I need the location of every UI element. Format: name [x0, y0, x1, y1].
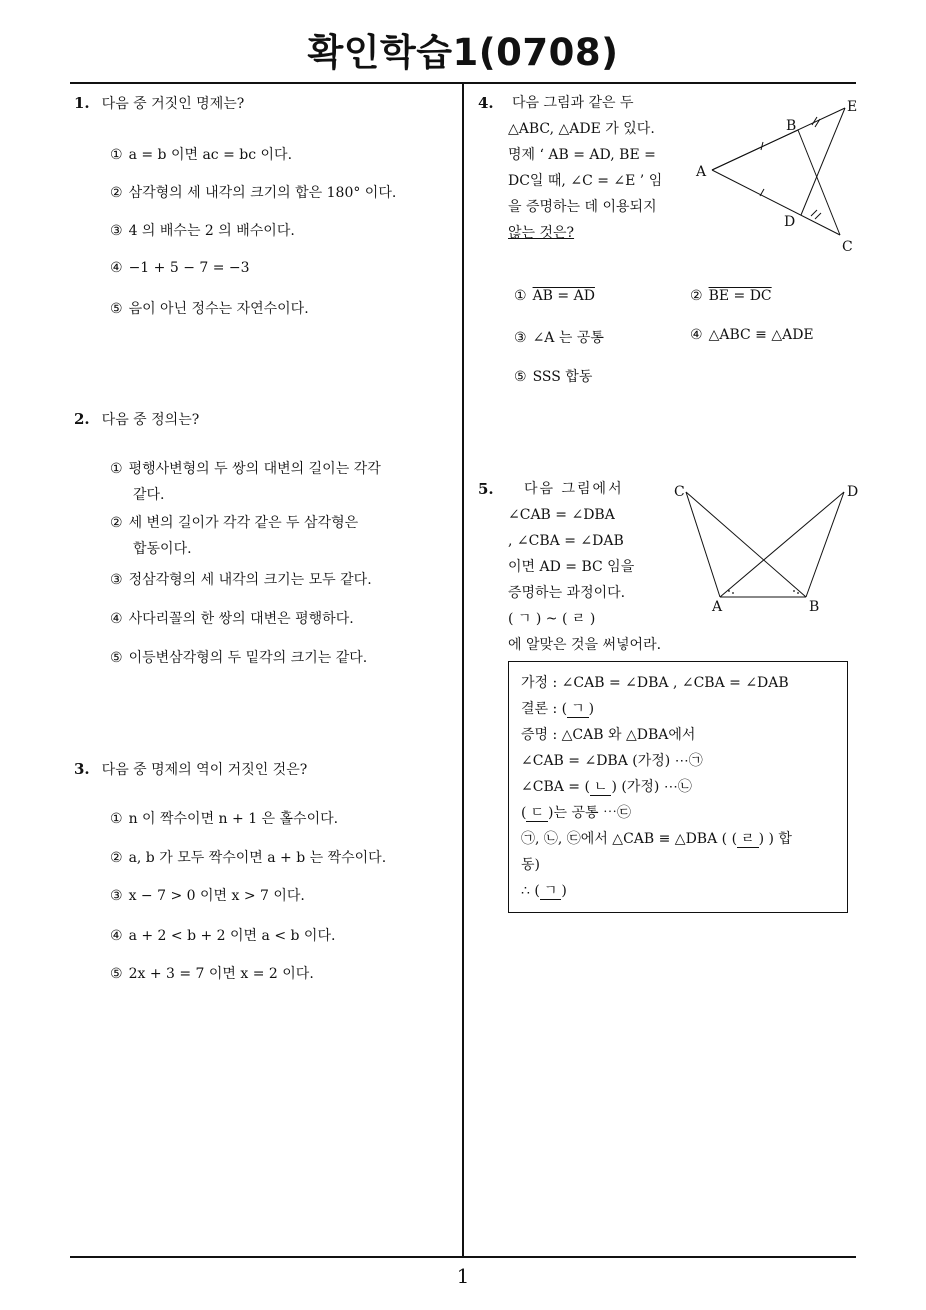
proof-step-4-cont: 동)	[521, 857, 540, 873]
label-B: B	[786, 118, 797, 134]
proof-intro: 증명 : △CAB 와 △DBA에서	[521, 727, 696, 743]
question-number: 1.	[74, 94, 90, 112]
q3-option-3[interactable]: ③ x − 7 > 0 이면 x > 7 이다.	[110, 888, 305, 904]
q5-triangle-figure	[668, 480, 868, 615]
q3-option-4[interactable]: ④ a + 2 < b + 2 이면 a < b 이다.	[110, 928, 336, 944]
blank-d[interactable]: ㄹ	[737, 831, 759, 848]
q4-option-5[interactable]: ⑤ SSS 합동	[514, 369, 593, 385]
proof-box	[508, 661, 848, 913]
q4-option-2[interactable]: ② BE = DC	[690, 288, 772, 304]
blank-e[interactable]: ㄱ	[540, 883, 562, 900]
label-A: A	[712, 599, 723, 615]
q3-option-5[interactable]: ⑤ 2x + 3 = 7 이면 x = 2 이다.	[110, 966, 314, 982]
q5-stem: 다음 그림에서 ∠CAB = ∠DBA , ∠CBA = ∠DAB 이면 AD = BC 임을 증명하는 과정이다. ( ㄱ ) ~ ( ㄹ ) 에 알맞은 것을 써넣어라.	[508, 481, 662, 653]
label-C: C	[842, 239, 853, 254]
q2-option-4[interactable]: ④ 사다리꼴의 한 쌍의 대변은 평행하다.	[110, 611, 354, 627]
question-5	[478, 476, 506, 503]
blank-c[interactable]: ㄷ	[526, 805, 548, 822]
q2-option-3[interactable]: ③ 정삼각형의 세 내각의 크기는 모두 같다.	[110, 572, 372, 588]
blank-a[interactable]: ㄱ	[567, 701, 589, 718]
q1-option-4[interactable]: ④ −1 + 5 − 7 = −3	[110, 260, 250, 276]
proof-step-2: ∠CBA = ( ㄴ ) (가정) ⋯㉡	[521, 779, 692, 795]
proof-step-3: ( ㄷ )는 공통 ⋯㉢	[521, 805, 631, 821]
question-3	[74, 756, 307, 783]
q4-triangle-figure	[690, 94, 870, 254]
question-4	[478, 90, 506, 117]
q4-option-1[interactable]: ① AB = AD	[514, 288, 595, 304]
blank-b[interactable]: ㄴ	[590, 779, 612, 796]
question-1	[74, 90, 244, 117]
q1-option-3[interactable]: ③ 4 의 배수는 2 의 배수이다.	[110, 223, 295, 239]
question-number: 5.	[478, 480, 494, 498]
label-B: B	[809, 599, 820, 615]
bottom-rule	[70, 1256, 856, 1258]
page-number: 1	[456, 1264, 470, 1288]
question-stem: 다음 중 정의는?	[101, 412, 200, 428]
q4-option-4[interactable]: ④ △ABC ≡ △ADE	[690, 327, 814, 343]
q3-option-1[interactable]: ① n 이 짝수이면 n + 1 은 홀수이다.	[110, 811, 339, 827]
q1-option-2[interactable]: ② 삼각형의 세 내각의 크기의 합은 180° 이다.	[110, 185, 397, 201]
label-C: C	[674, 484, 685, 500]
q4-option-3[interactable]: ③ ∠A 는 공통	[514, 330, 604, 346]
q4-stem: 다음 그림과 같은 두 △ABC, △ADE 가 있다. 명제 ‘ AB = AD, BE = DC일 때, ∠C = ∠E ’ 임 을 증명하는 데 이용되지 않는 것은?	[508, 95, 663, 241]
question-number: 2.	[74, 410, 90, 428]
label-E: E	[847, 99, 858, 115]
q2-option-2[interactable]: ② 세 변의 길이가 각각 같은 두 삼각형은 합동이다.	[110, 515, 359, 557]
q2-option-5[interactable]: ⑤ 이등변삼각형의 두 밑각의 크기는 같다.	[110, 650, 368, 666]
proof-step-1: ∠CAB = ∠DBA (가정) ⋯㉠	[521, 753, 703, 769]
page-title: 확인학습1(0708)	[307, 31, 619, 74]
label-D: D	[784, 214, 796, 230]
question-stem: 다음 중 거짓인 명제는?	[101, 96, 245, 112]
label-A: A	[696, 164, 707, 180]
proof-therefore: ∴ ( ㄱ )	[521, 883, 567, 899]
question-number: 3.	[74, 760, 90, 778]
proof-step-4: ㉠, ㉡, ㉢에서 △CAB ≡ △DBA ( ( ㄹ ) ) 합	[521, 831, 792, 847]
q3-option-2[interactable]: ② a, b 가 모두 짝수이면 a + b 는 짝수이다.	[110, 850, 387, 866]
proof-conclusion: 결론 : ( ㄱ )	[521, 701, 595, 717]
question-number: 4.	[478, 94, 494, 112]
label-D: D	[847, 484, 859, 500]
question-stem: 다음 중 명제의 역이 거짓인 것은?	[101, 762, 308, 778]
q1-option-5[interactable]: ⑤ 음이 아닌 정수는 자연수이다.	[110, 301, 309, 317]
column-divider	[462, 83, 464, 1257]
q1-option-1[interactable]: ① a = b 이면 ac = bc 이다.	[110, 147, 293, 163]
q2-option-1[interactable]: ① 평행사변형의 두 쌍의 대변의 길이는 각각 같다.	[110, 461, 381, 503]
question-2	[74, 406, 199, 433]
proof-hypothesis: 가정 : ∠CAB = ∠DBA , ∠CBA = ∠DAB	[521, 675, 789, 691]
